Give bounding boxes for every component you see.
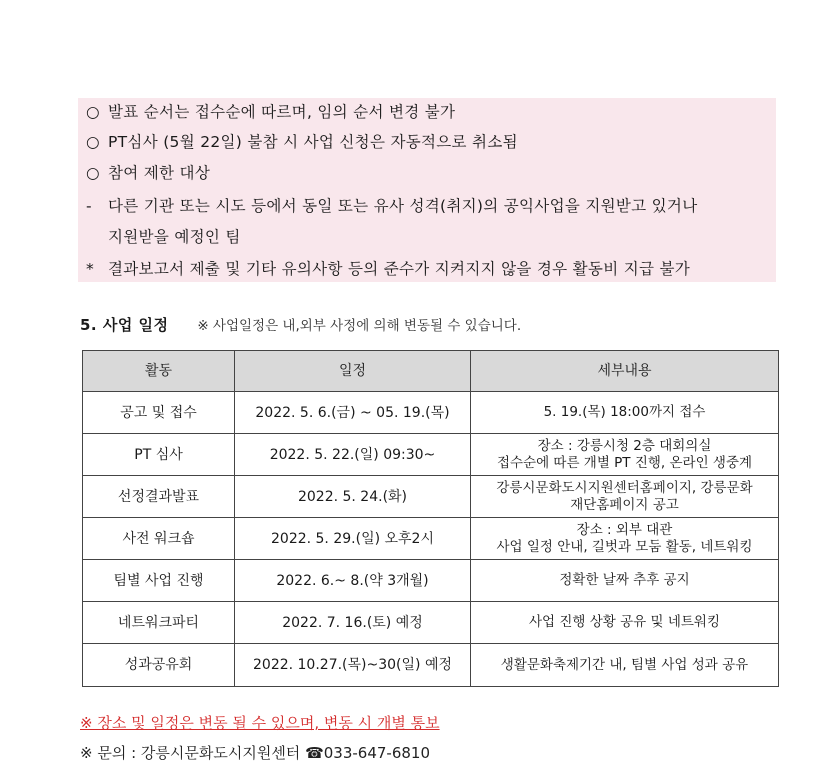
notice-box bbox=[78, 98, 776, 282]
section-note: ※ 사업일정은 내,외부 사정에 의해 변동될 수 있습니다. bbox=[197, 318, 522, 334]
cell-date: 2022. 5. 24.(화) bbox=[235, 476, 471, 518]
cell-activity: 사전 워크숍 bbox=[83, 518, 235, 560]
table-row bbox=[83, 602, 779, 644]
cell-detail: 장소 : 외부 대관 사업 일정 안내, 길벗과 모둠 활동, 네트워킹 bbox=[471, 518, 779, 560]
cell-detail: 장소 : 강릉시청 2층 대회의실 접수순에 따른 개별 PT 진행, 온라인 생중계 bbox=[471, 434, 779, 476]
header-date: 일정 bbox=[235, 351, 471, 392]
section-title: 5. 사업 일정 bbox=[80, 316, 169, 334]
cell-detail: 강릉시문화도시지원센터홈페이지, 강릉문화 재단홈페이지 공고 bbox=[471, 476, 779, 518]
cell-detail: 5. 19.(목) 18:00까지 접수 bbox=[471, 392, 779, 434]
table-header-row bbox=[83, 351, 779, 392]
bullet-circle-icon: ○ bbox=[86, 133, 100, 151]
bullet-circle-icon: ○ bbox=[86, 103, 100, 121]
bullet-circle-icon: ○ bbox=[86, 164, 100, 182]
schedule-change-warning: ※ 장소 및 일정은 변동 될 수 있으며, 변동 시 개별 통보 bbox=[80, 714, 440, 732]
bullet-asterisk-icon: * bbox=[86, 260, 95, 278]
notice-line: - 다른 기관 또는 시도 등에서 동일 또는 유사 성격(취지)의 공익사업을 지원받고 있거나 bbox=[86, 197, 698, 215]
cell-detail: 생활문화축제기간 내, 팀별 사업 성과 공유 bbox=[471, 644, 779, 687]
cell-date: 2022. 6.~ 8.(약 3개월) bbox=[235, 560, 471, 602]
notice-line: 지원받을 예정인 팀 bbox=[108, 228, 241, 246]
schedule-table bbox=[82, 350, 779, 687]
contact-info: ※ 문의 : 강릉시문화도시지원센터 ☎033-647-6810 bbox=[80, 744, 431, 762]
cell-date: 2022. 7. 16.(토) 예정 bbox=[235, 602, 471, 644]
cell-activity: 성과공유회 bbox=[83, 644, 235, 687]
cell-date: 2022. 5. 6.(금) ~ 05. 19.(목) bbox=[235, 392, 471, 434]
cell-activity: PT 심사 bbox=[83, 434, 235, 476]
table-row bbox=[83, 434, 779, 476]
cell-activity: 네트워크파티 bbox=[83, 602, 235, 644]
cell-detail: 사업 진행 상황 공유 및 네트워킹 bbox=[471, 602, 779, 644]
table-row bbox=[83, 392, 779, 434]
cell-activity: 선정결과발표 bbox=[83, 476, 235, 518]
table-row bbox=[83, 560, 779, 602]
cell-activity: 팀별 사업 진행 bbox=[83, 560, 235, 602]
table-row bbox=[83, 518, 779, 560]
table-row bbox=[83, 476, 779, 518]
cell-date: 2022. 5. 22.(일) 09:30~ bbox=[235, 434, 471, 476]
notice-line: ○ 발표 순서는 접수순에 따르며, 임의 순서 변경 불가 bbox=[86, 103, 456, 121]
notice-line: ○ PT심사 (5월 22일) 불참 시 사업 신청은 자동적으로 취소됨 bbox=[86, 133, 518, 151]
notice-line: * 결과보고서 제출 및 기타 유의사항 등의 준수가 지켜지지 않을 경우 활동비 지급 불가 bbox=[86, 260, 691, 278]
cell-date: 2022. 5. 29.(일) 오후2시 bbox=[235, 518, 471, 560]
cell-activity: 공고 및 접수 bbox=[83, 392, 235, 434]
header-detail: 세부내용 bbox=[471, 351, 779, 392]
notice-line: ○ 참여 제한 대상 bbox=[86, 164, 211, 182]
bullet-dash-icon: - bbox=[86, 197, 92, 215]
header-activity: 활동 bbox=[83, 351, 235, 392]
cell-date: 2022. 10.27.(목)~30(일) 예정 bbox=[235, 644, 471, 687]
section-heading bbox=[80, 314, 521, 335]
cell-detail: 정확한 날짜 추후 공지 bbox=[471, 560, 779, 602]
table-row bbox=[83, 644, 779, 687]
